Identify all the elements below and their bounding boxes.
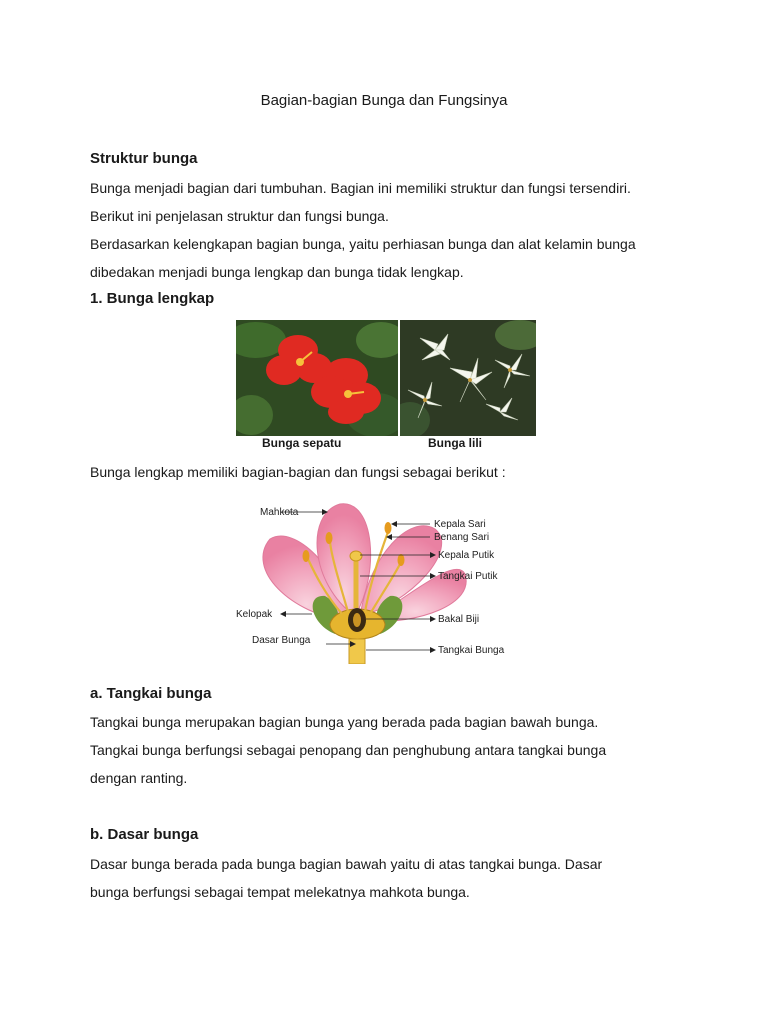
- heading-dasar-bunga: b. Dasar bunga: [90, 826, 199, 843]
- photo-caption: Bunga lili: [428, 436, 482, 450]
- label-kepala-sari: Kepala Sari: [434, 519, 486, 530]
- lily-photo: [400, 320, 536, 436]
- label-kelopak: Kelopak: [236, 609, 273, 620]
- label-bakal-biji: Bakal Biji: [438, 614, 480, 625]
- paragraph-line: Tangkai bunga berfungsi sebagai penopang dan penghubung antara tangkai bunga: [90, 742, 607, 758]
- paragraph-line: Berdasarkan kelengkapan bagian bunga, yaitu perhiasan bunga dan alat kelamin bunga: [90, 236, 636, 252]
- paragraph-line: Dasar bunga berada pada bunga bagian bawah yaitu di atas tangkai bunga. Dasar: [90, 856, 603, 872]
- label-benang-sari: Benang Sari: [434, 532, 490, 543]
- hibiscus-photo: [236, 320, 398, 436]
- heading-struktur-bunga: Struktur bunga: [90, 150, 198, 167]
- label-tangkai-putik: Tangkai Putik: [438, 571, 498, 582]
- label-kepala-putik: Kepala Putik: [438, 550, 495, 561]
- paragraph-line: Bunga lengkap memiliki bagian-bagian dan fungsi sebagai berikut :: [90, 464, 506, 480]
- heading-tangkai-bunga: a. Tangkai bunga: [90, 685, 212, 702]
- paragraph-line: Bunga menjadi bagian dari tumbuhan. Bagian ini memiliki struktur dan fungsi tersendiri.: [90, 180, 631, 196]
- flower-photos: [236, 320, 536, 452]
- paragraph-line: dibedakan menjadi bunga lengkap dan bunga tidak lengkap.: [90, 264, 464, 280]
- paragraph-line: dengan ranting.: [90, 770, 188, 786]
- paragraph-line: Tangkai bunga merupakan bagian bunga yang berada pada bagian bawah bunga.: [90, 714, 599, 730]
- label-dasar-bunga: Dasar Bunga: [252, 635, 311, 646]
- document-title: Bagian-bagian Bunga dan Fungsinya: [260, 92, 508, 109]
- heading-bunga-lengkap: 1. Bunga lengkap: [90, 290, 215, 307]
- label-tangkai-bunga: Tangkai Bunga: [438, 645, 505, 656]
- photo-caption: Bunga sepatu: [262, 436, 342, 450]
- paragraph-line: bunga berfungsi sebagai tempat melekatnya mahkota bunga.: [90, 884, 470, 900]
- flower-diagram: [230, 494, 550, 664]
- label-mahkota: Mahkota: [260, 507, 299, 518]
- paragraph-line: Berikut ini penjelasan struktur dan fungsi bunga.: [90, 208, 389, 224]
